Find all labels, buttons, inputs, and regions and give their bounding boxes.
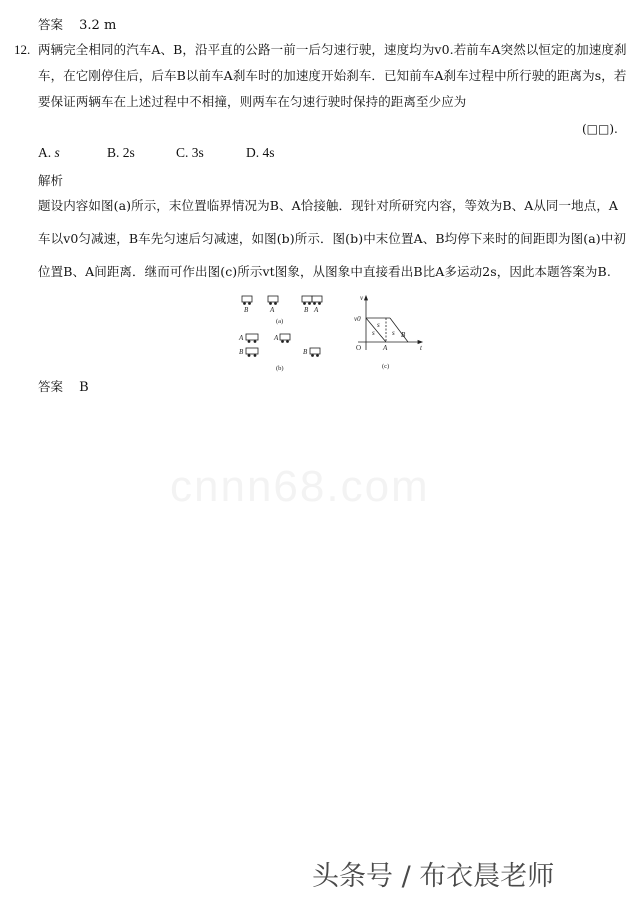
car-icon xyxy=(246,348,258,354)
v0-label: v0 xyxy=(354,315,361,323)
watermark: cnnn68.com xyxy=(170,462,430,511)
figure-label: B xyxy=(303,348,308,356)
point-b-label: B xyxy=(401,331,406,339)
analysis-line-1: 题设内容如图(a)所示，末位置临界情况为B、A恰接触．现针对所研究内容，等效为B、A从同一地点，A xyxy=(38,198,619,213)
figure-label: B xyxy=(304,306,309,314)
option-d xyxy=(246,145,275,161)
option-c xyxy=(176,145,204,161)
analysis-label: 解析 xyxy=(38,173,64,188)
point-a-label: A xyxy=(383,344,388,352)
figure-label: B xyxy=(239,348,244,356)
footer-attribution: 头条号 / 布衣晨老师 xyxy=(312,861,555,892)
option-a xyxy=(38,145,60,161)
car-icon xyxy=(310,348,320,354)
figure-label: A xyxy=(274,334,279,342)
region-label: s xyxy=(372,329,375,337)
question-line-3: 要保证两辆车在上述过程中不相撞，则两车在匀速行驶时保持的距离至少应为 xyxy=(38,94,467,109)
answer-blank: (□□). xyxy=(582,122,618,136)
option-text: s xyxy=(54,145,60,160)
figure-label: B xyxy=(244,306,249,314)
car-icon xyxy=(312,296,322,302)
previous-answer xyxy=(38,16,116,35)
final-answer xyxy=(38,378,89,397)
option-key: D. xyxy=(246,145,260,160)
answer-value: 3.2 m xyxy=(79,18,117,33)
car-icon xyxy=(268,296,278,302)
figure-label: A xyxy=(239,334,244,342)
question-line-1: 两辆完全相同的汽车A、B，沿平直的公路一前一后匀速行驶，速度均为v0.若前车A突然以恒定的加速度刹 xyxy=(38,42,627,57)
origin-label: O xyxy=(356,344,362,352)
figure-label: A xyxy=(314,306,319,314)
option-b xyxy=(107,145,135,161)
option-key: C. xyxy=(176,145,189,160)
car-icon xyxy=(280,334,290,340)
region-label: s xyxy=(392,329,395,337)
region-label: s xyxy=(377,321,380,329)
figure-b-caption: (b) xyxy=(276,365,284,372)
car-icon xyxy=(302,296,312,302)
figure-a-caption: (a) xyxy=(276,318,284,325)
car-icon xyxy=(246,334,258,340)
option-text: 2s xyxy=(122,145,135,160)
axis-v-label: v xyxy=(360,294,364,302)
figure-label: A xyxy=(270,306,275,314)
answer-value: B xyxy=(79,380,89,395)
option-text: 4s xyxy=(262,145,275,160)
option-key: B. xyxy=(107,145,120,160)
analysis-line-3: 位置B、A间距离．继而可作出图(c)所示vt图象，从图象中直接看出B比A多运动2s，因此本题答案为B. xyxy=(38,264,611,279)
axis-t-label: t xyxy=(420,344,422,352)
answer-label: 答案 xyxy=(38,17,64,32)
option-text: 3s xyxy=(191,145,204,160)
question-line-2: 车，在它刚停住后，后车B以前车A刹车时的加速度开始刹车．已知前车A刹车过程中所行驶的距离为s，若 xyxy=(38,68,627,83)
analysis-line-2: 车以v0匀减速，B车先匀速后匀减速，如图(b)所示．图(b)中末位置A、B均停下来时的间距即为图(a)中初 xyxy=(38,231,626,246)
figure-c-vt-graph xyxy=(348,290,438,375)
option-key: A. xyxy=(38,145,52,160)
figure-c-caption: (c) xyxy=(382,363,390,370)
question-number: 12. xyxy=(14,42,31,57)
answer-label: 答案 xyxy=(38,379,64,394)
car-icon xyxy=(242,296,252,302)
figure-a-b xyxy=(230,290,340,380)
